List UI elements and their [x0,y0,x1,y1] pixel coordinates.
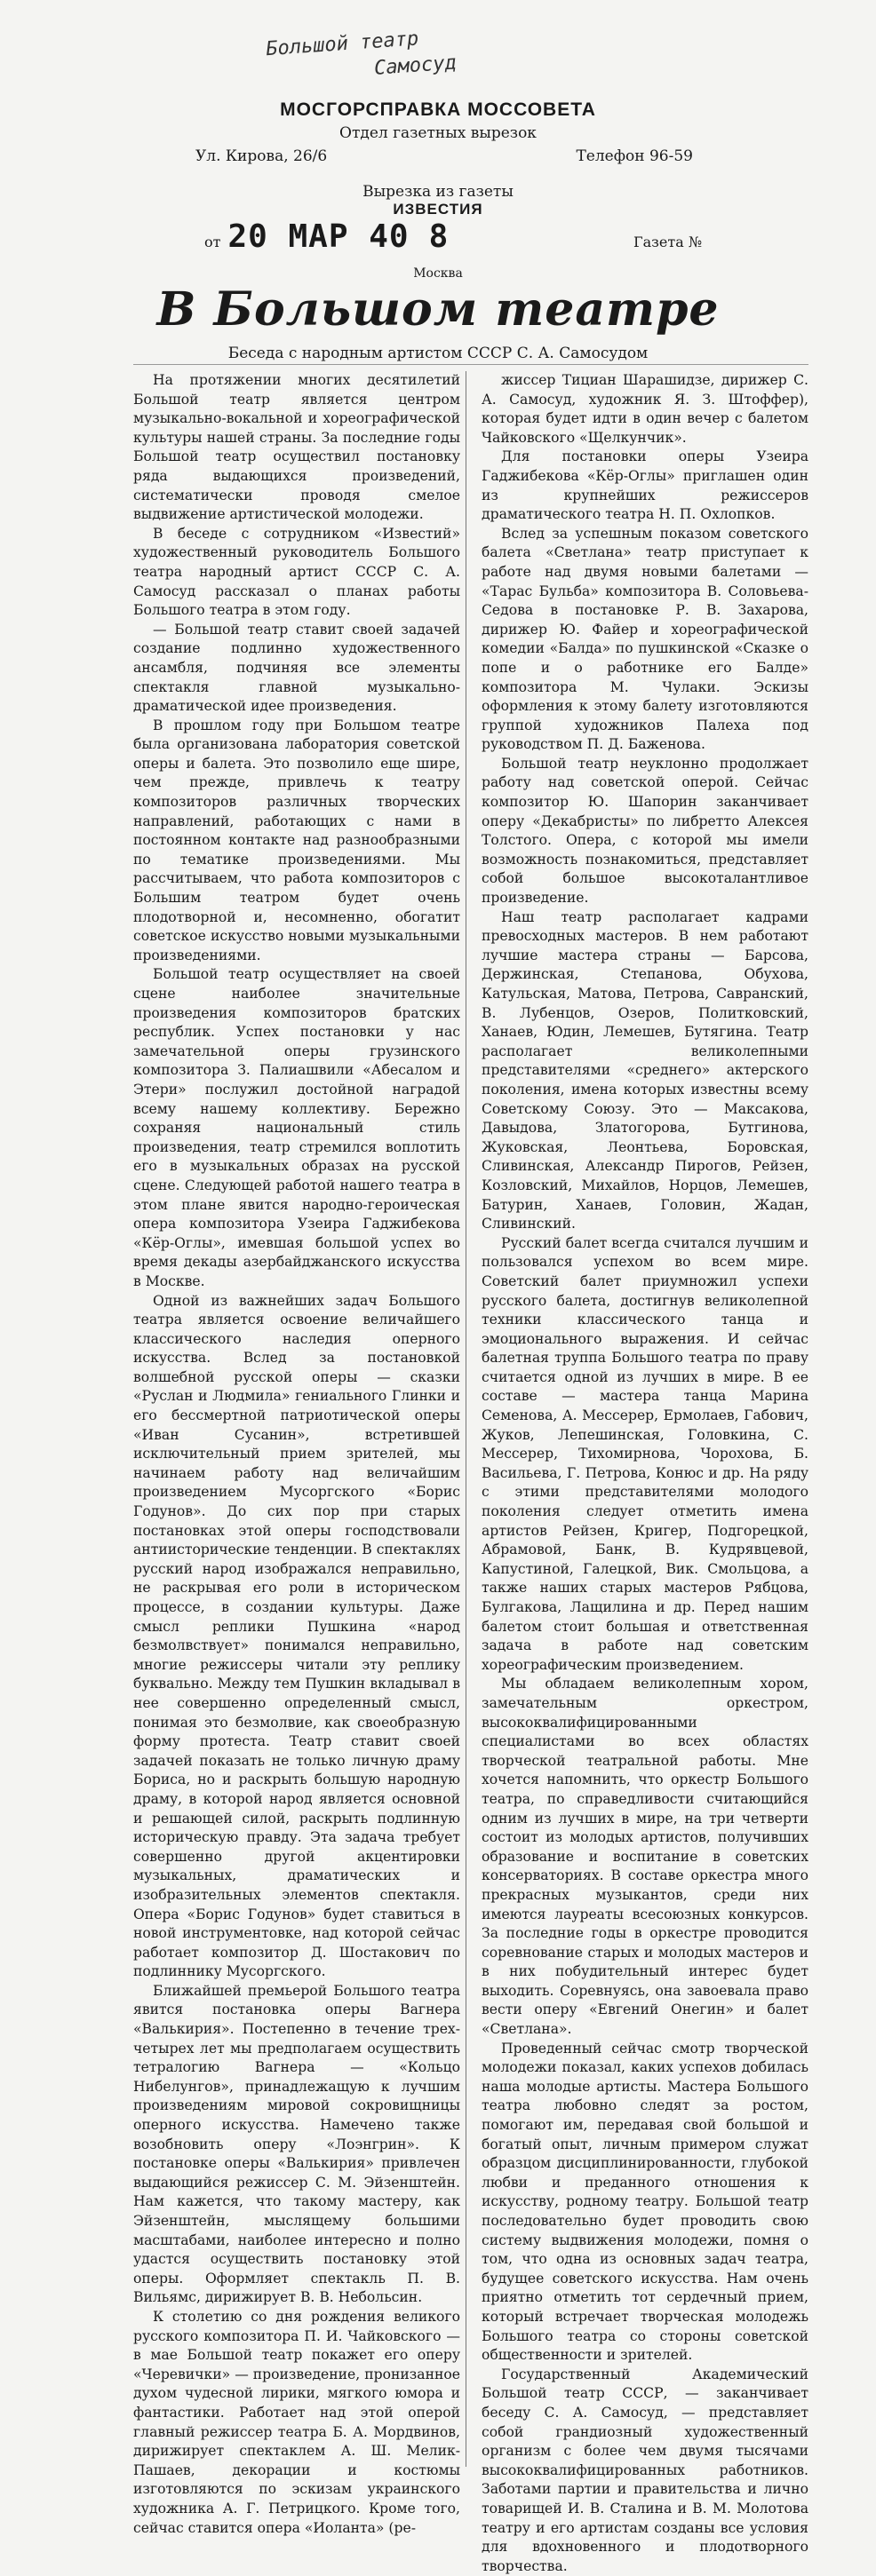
article-paragraph: На протяжении многих десятилетий Большой театр является центром музыкально-вокальной и хореографической культуры нашей страны. За последние годы Большой театр осуществил постановку ряда выдающихся произведений, систематически проводя смелое выдвижение артистической молодежи. [133,372,460,523]
newspaper-name: ИЗВЕСТИЯ [393,201,483,218]
agency-department: Отдел газетных вырезок [339,124,537,142]
article-paragraph: В прошлом году при Большом театре была организована лаборатория советской оперы и балета. Это позволило еще шире, чем прежде, привлечь к театру композиторов различных творческих направлений, работающих с нами в постоянном контакте над разнообразными по тематике произведениями. Мы рассчитываем, что работа композиторов с Большим театром будет очень плодотворной и, несомненно, обогатит советское искусство новыми музыкальными произведениями. [133,717,460,963]
agency-contacts [195,147,693,165]
dateline [204,218,702,255]
left-column [133,371,460,2536]
article-paragraph: Вслед за успешным показом советского балета «Светлана» театр приступает к работе над двумя новыми балетами — «Тарас Бульба» композитора В. Соловьева-Седова в постановке Р. В. Захарова, дирижер Ю. Файер и хореографической комедии «Балда» по пушкинской «Сказке о попе и о работнике его Балде» композитора М. Чулаки. Эскизы оформления к этому балету изготовляются группой художников Палеха под руководством П. Д. Баженова. [482,525,808,753]
article-headline: В Большом театре [156,282,720,337]
issue-mark: 8 [428,218,450,255]
clipping-source [0,183,876,218]
article-paragraph: Большой театр осуществляет на своей сцене наиболее значительные произведения композиторов братских республик. Успех постановки у нас замечательной оперы грузинского композитора З. Палиашвили «Абесалом и Этери» послужил достойной наградой всему нашему коллективу. Бережно сохраняя национальный стиль произведения, театр стремился воплотить его в музыкальных образах на русской сцене. Следующей работой нашего театра в этом плане явится народно-героическая опера композитора Узеира Гаджибекова «Кёр-Оглы», имевшая большой успех во время декады азербайджанского искусства в Москве. [133,966,460,1289]
article-paragraph: Большой театр неуклонно продолжает работу над советской оперой. Сейчас композитор Ю. Шапорин заканчивает оперу «Декабристы» по либретто Алексея Толстого. Опера, с которой мы имели возможность познакомиться, представляет собой большое высокоталантливое произведение. [482,755,808,907]
agency-phone: Телефон 96-59 [576,147,693,165]
clipping-label: Вырезка из газеты [362,183,514,201]
handwritten-line-2: Самосуд [373,52,458,80]
article-paragraph: Русский балет всегда считался лучшим и пользовался успехом во всем мире. Советский балет приумножил успехи русского балета, достигнув великолепной техники классического танца и эмоционального выражения. И сейчас балетная труппа Большого театра по праву считается одной из лучших в мире. В ее составе — мастера танца Марина Семенова, А. Мессерер, Ермолаев, Габович, Жуков, Лепешинская, Головкина, С. Мессерер, Тихомирнова, Чорохова, Б. Васильева, Г. Петрова, Конюс и др. На ряду с этими представителями молодого поколения следует отметить имена артистов Рейзен, Кригер, Подгорецкой, Абрамовой, Банк, В. Кудрявцевой, Капустиной, Галецкой, Вик. Смольцова, а также наших старых мастеров Рябцова, Булгакова, Лащилина и др. Перед нашим балетом стоит большая и ответственная задача в работе над советским хореографическим произведением. [482,1234,808,1673]
article-paragraph: В беседе с сотрудником «Известий» художественный руководитель Большого театра народный артист СССР С. А. Самосуд рассказал о планах работы Большого театра в этом году. [133,525,460,619]
agency-name: МОСГОРСПРАВКА МОССОВЕТА [280,99,596,120]
date-stamp: 20 МАР 40 [227,218,410,255]
agency-address: Ул. Кирова, 26/6 [195,147,328,165]
article-paragraph: Ближайшей премьерой Большого театра явится постановка оперы Вагнера «Валькирия». Постепенно в течение трех-четырех лет мы предполагаем осуществить тетралогию Вагнера — «Кольцо Нибелунгов», принадлежащую к лучшим произведениям мировой сокровищницы оперного искусства. Намечено также возобновить оперу «Лоэнгрин». К постановке оперы «Валькирия» привлечен выдающийся режиссер С. М. Эйзенштейн. Нам кажется, что такому мастеру, как Эйзенштейн, мыслящему большими масштабами, наиболее интересно и полно удастся осуществить постановку этой оперы. Оформляет спектакль П. В. Вильямс, дирижирует В. В. Небольсин. [133,1982,460,2306]
handwritten-note [265,13,605,90]
handwritten-line-1: Большой театр [265,28,420,61]
header-rule [133,364,808,365]
article-paragraph: — Большой театр ставит своей задачей создание подлинно художественного ансамбля, подчиняя все элементы спектакля главной музыкально-драматической идее произведения. [133,621,460,715]
article-paragraph: Одной из важнейших задач Большого театра является освоение величайшего классического наследия оперного искусства. Вслед за постановкой волшебной русской оперы — сказки «Руслан и Людмила» гениального Глинки и его бессмертной патриотической оперы «Иван Сусанин», встретившей исключительный прием зрителей, мы начинаем работу над величайшим произведением Мусоргского «Борис Годунов». До сих пор при старых постановках этой оперы господствовали антиисторические тенденции. В спектаклях русский народ изображался неправильно, не раскрывая его роли в историческом процессе, в создании культуры. Даже смысл реплики Пушкина «народ безмолвствует» понимался неправильно, многие режиссеры читали эту реплику буквально. Между тем Пушкин вкладывал в нее совершенно определенный смысл, понимая это безмолвие, как своеобразную форму протеста. Театр ставит своей задачей показать не только личную драму Бориса, но и раскрыть большую народную драму, в которой народ является основной и решающей силой, раскрыть подлинную историческую правду. Эта задача требует совершенно другой акцентировки музыкальных, драматических и изобразительных элементов спектакля. Опера «Борис Годунов» будет ставиться в новой инструментовке, над которой сейчас работает композитор Д. Шостакович по подлиннику Мусоргского. [133,1292,460,1980]
article-paragraph: жиссер Тициан Шарашидзе, дирижер С. А. Самосуд, художник Я. З. Штоффер), которая будет идти в один вечер с балетом Чайковского «Щелкунчик». [482,372,808,446]
article-paragraph: К столетию со дня рождения великого русского композитора П. И. Чайковского — в мае Большой театр покажет его оперу «Черевички» — произведение, пронизанное духом чудесной лирики, мягкого юмора и фантастики. Работает над этой оперой главный режиссер театра Б. А. Мордвинов, дирижирует спектаклем А. Ш. Мелик-Пашаев, декорации и костюмы изготовляются по эскизам украинского художника А. Г. Петрицкого. Кроме того, сейчас ставится опера «Иоланта» (ре- [133,2308,460,2536]
article-body [133,371,808,2574]
article-paragraph: Мы обладаем великолепным хором, замечательным оркестром, высококвалифицированными специалистами во всех областях творческой театральной работы. Мне хочется напомнить, что оркестр Большого театра, по справедливости считающийся одним из лучших в мире, на три четверти состоит из молодых артистов, получивших образование и воспитание в советских консерваториях. В составе оркестра много прекрасных музыкантов, среди них имеются лауреаты всесоюзных конкурсов. За последние годы в оркестре проводится соревнование старых и молодых мастеров и в них побудительный интерес будет выходить. Соревнуясь, она завоевала право вести оперу «Евгений Онегин» и балет «Светлана». [482,1676,808,2038]
article-paragraph: Наш театр располагает кадрами превосходных мастеров. В нем работают лучшие мастера страны — Барсова, Держинская, Степанова, Обухова, Катульская, Матова, Петрова, Савранский, В. Лубенцов, Озеров, Политковский, Ханаев, Юдин, Лемешев, Бутягина. Театр располагает великолепными представителями «среднего» актерского поколения, имена которых известны всему Советскому Союзу. Это — Максакова, Давыдова, Златогорова, Бутгинова, Жуковская, Леонтьева, Боровская, Сливинская, Александр Пирогов, Рейзен, Козловский, Михайлов, Норцов, Лемешев, Батурин, Ханаев, Головин, Жадан, Сливинский. [482,908,808,1233]
article-paragraph: Государственный Академический Большой театр СССР, — заканчивает беседу С. А. Самосуд, — представляет собой грандиозный художественный организм с более чем двумя тысячами высококвалифицированных работников. Заботами партии и правительства и лично товарищей И. В. Сталина и В. М. Молотова театру и его артистам созданы все условия для вдохновенного и плодотворного творчества. [482,2366,808,2574]
paper-number-label: Газета № [633,234,702,250]
article-city: Москва [413,266,463,281]
article-paragraph: Для постановки оперы Узеира Гаджибекова «Кёр-Оглы» приглашен один из крупнейших режиссеров драматического театра Н. П. Охлопков. [482,448,808,523]
agency-header [0,99,876,165]
right-column [482,371,808,2574]
article-paragraph: Проведенный сейчас смотр творческой молодежи показал, каких успехов добилась наша молодые артисты. Мастера Большого театра любовно следят за ростом, помогают им, передавая свой большой и богатый опыт, личным примером служат образцом дисциплинированности, глубокой любви и преданного отношения к искусству, родному театру. Большой театр последовательно будет проводить свою систему выдвижения молодежи, помня о том, что одна из основных задач театра, будущее советского искусства. Нам очень приятно отметить тот сердечный прием, который встречает творческая молодежь Большого театра со стороны советской общественности и зрителей. [482,2040,808,2364]
date-prefix: от [204,234,221,250]
article-subheadline: Беседа с народным артистом СССР С. А. Самосудом [227,345,649,362]
